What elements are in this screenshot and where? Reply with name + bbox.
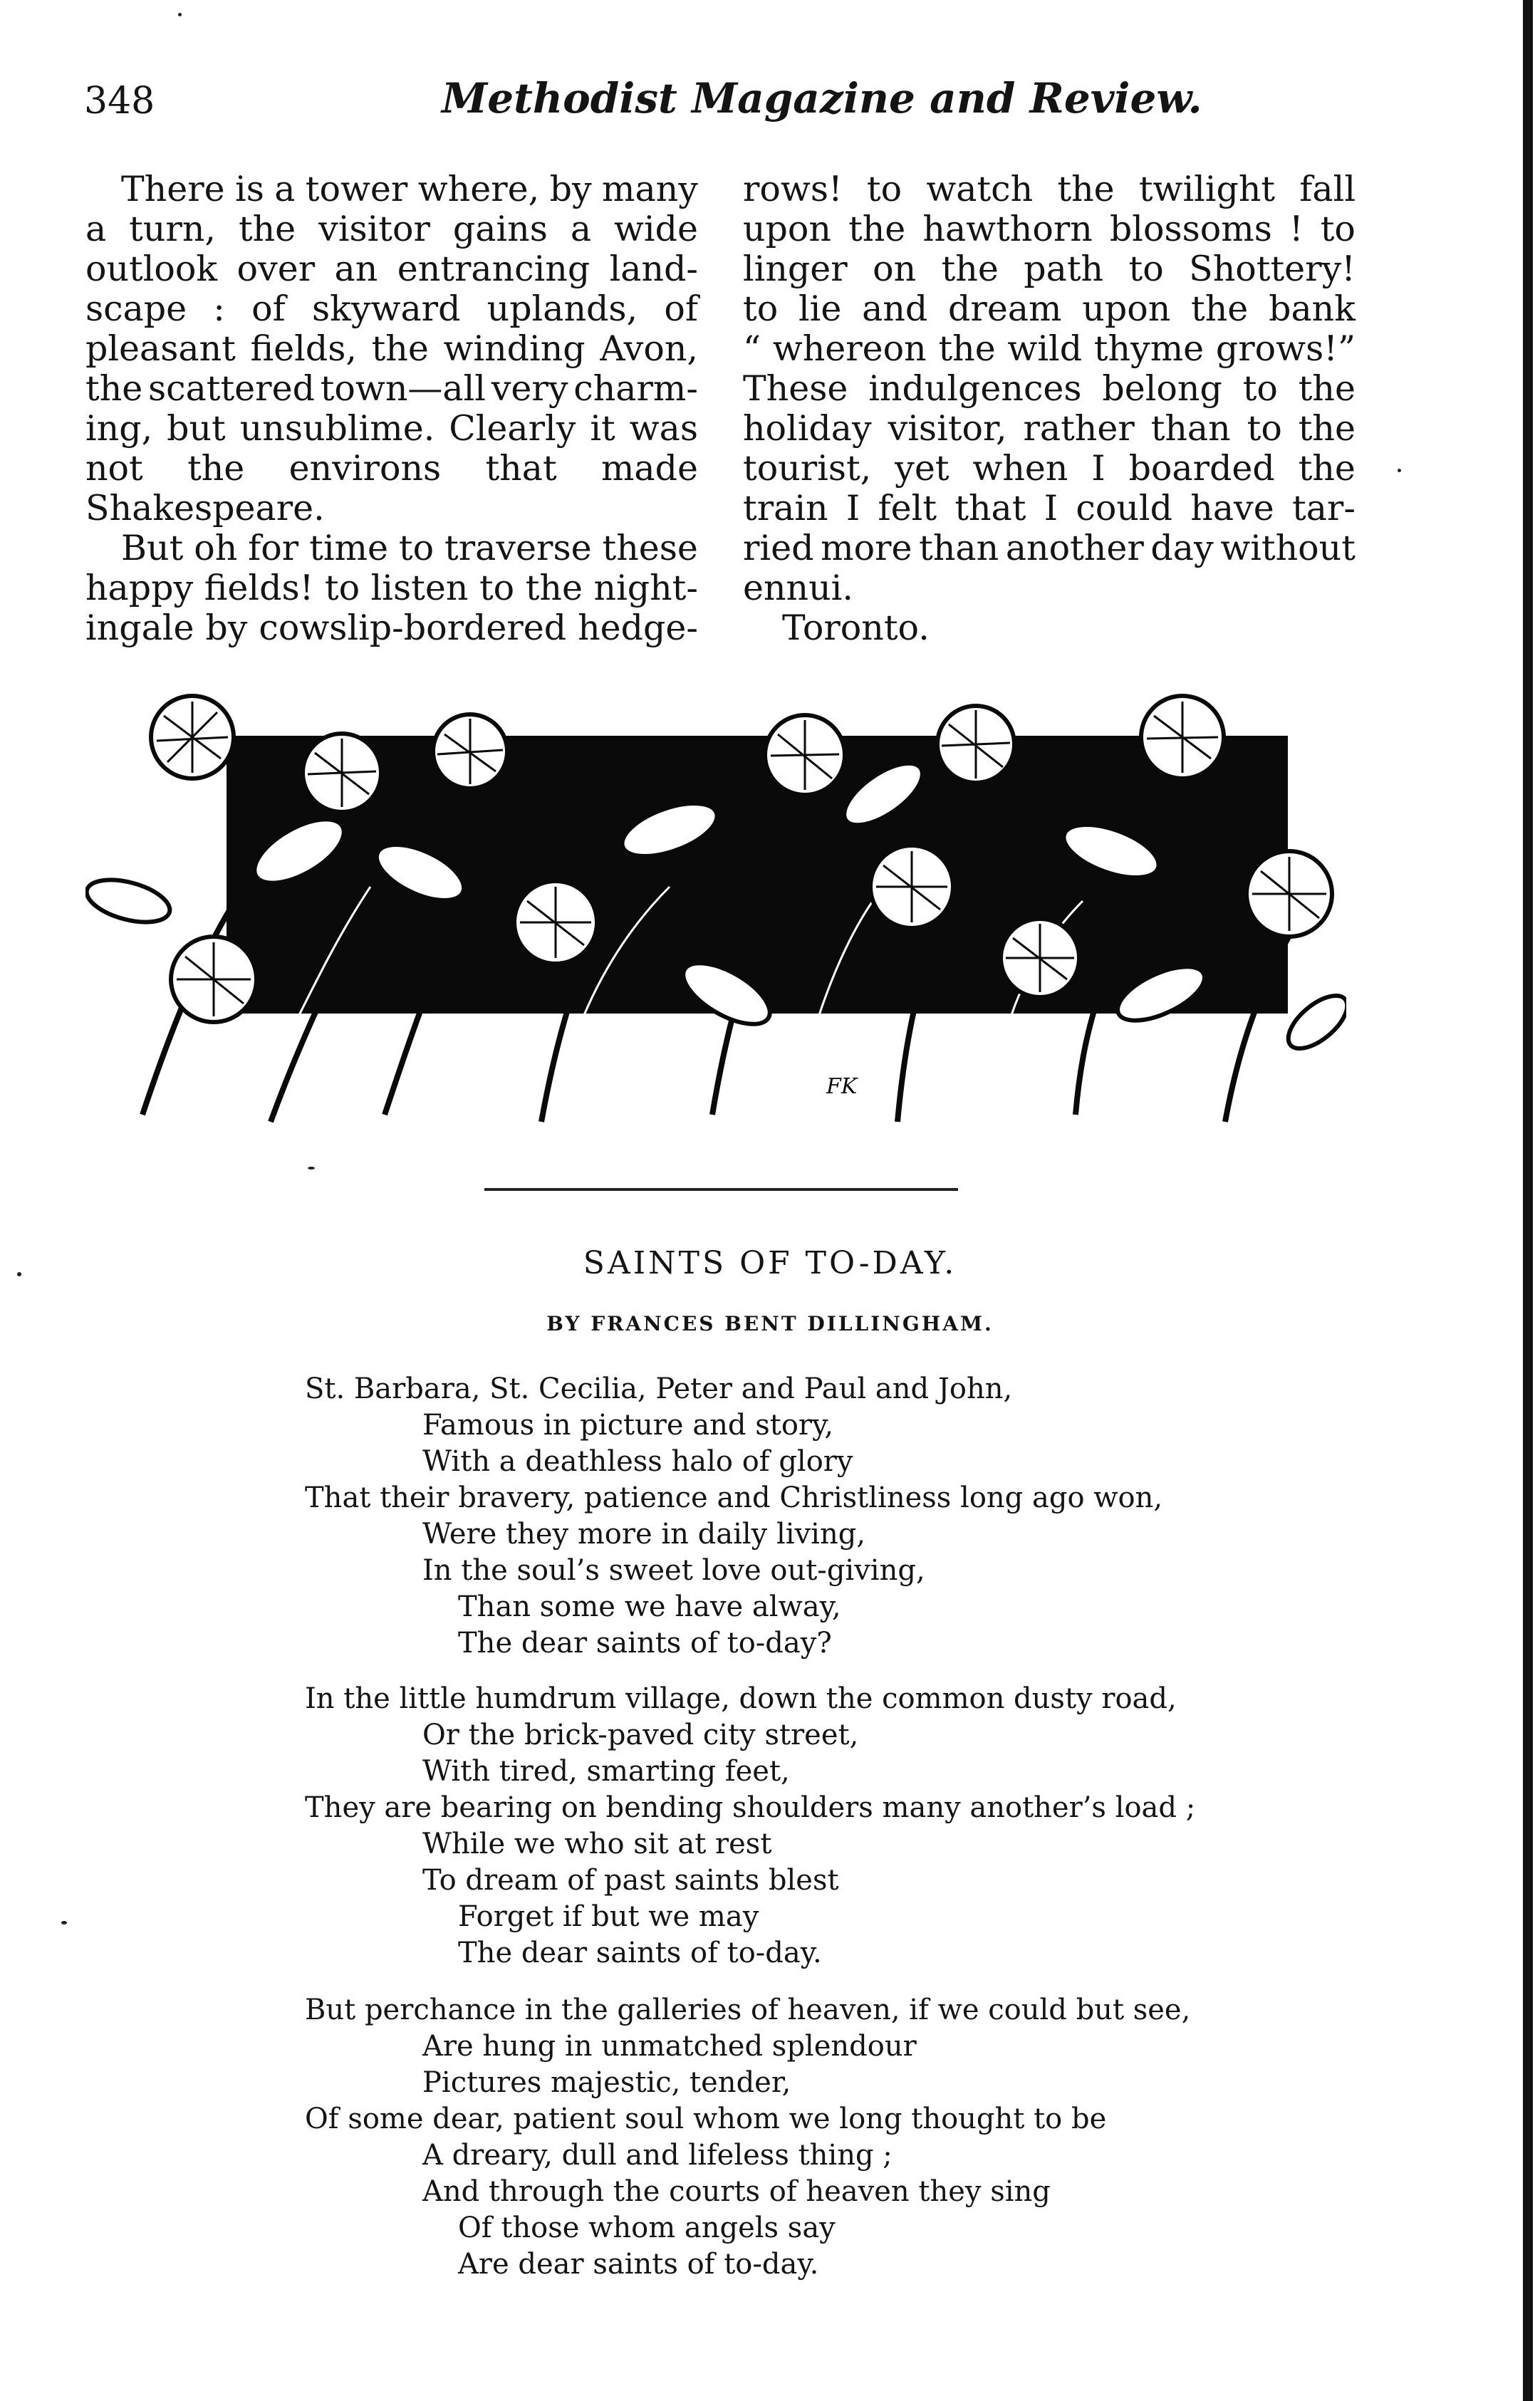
clover-engraving [85,687,1346,1129]
prose-word: tower [305,169,408,209]
prose-line [743,528,1356,568]
prose-word: indulgences [868,368,1082,409]
prose-word: : [213,288,225,329]
prose-word: These [743,368,848,409]
prose-word: the [1057,169,1115,209]
prose-word: an [334,249,378,289]
prose-word: over [236,249,316,289]
prose-word: when [972,448,1068,489]
prose-word: made [600,448,698,489]
prose-word: uplands, [487,288,638,329]
prose-word: to [866,169,902,209]
article-left-column [85,170,698,648]
prose-word: “ [743,328,761,369]
poem-title: SAINTS OF TO-DAY. [583,1245,957,1281]
prose-word: to [398,528,435,568]
poem-byline: BY FRANCES BENT DILLINGHAM. [546,1312,994,1335]
prose-word: of [251,288,286,329]
poem-line: The dear saints of to-day. [458,1937,822,1969]
prose-line [85,449,698,489]
prose-word: land- [609,249,698,289]
prose-line [743,209,1356,249]
prose-word: listen [370,568,469,608]
prose-word: have [1190,488,1274,528]
article-right-column [743,170,1356,648]
prose-word: upon [743,209,831,249]
prose-word: visitor, [888,408,1007,449]
prose-word: outlook [85,249,218,289]
prose-word: very [491,368,568,409]
poem-line: And through the courts of heaven they sing [422,2175,1051,2208]
prose-line [85,489,698,528]
poem-line: Forget if but we may [458,1900,759,1933]
print-speck [61,1921,67,1925]
prose-word: visitor [318,209,430,249]
prose-word: the [187,448,245,489]
prose-word: by [549,169,592,209]
prose-word: rows! [743,169,843,209]
prose-word: to [1320,209,1356,249]
prose-line [85,209,698,249]
prose-word: entrancing [397,249,590,289]
prose-word: where, [417,169,540,209]
prose-word: ingale [85,608,194,648]
prose-word: that [954,488,1026,528]
prose-word: the [525,568,583,608]
prose-word: watch [926,169,1034,209]
prose-word: time [309,528,388,568]
poem-line: While we who sit at rest [422,1828,772,1860]
poem-line: In the soul’s sweet love out-giving, [422,1554,925,1587]
prose-word: to [743,288,779,329]
prose-word: charm- [573,368,698,409]
prose-word: environs [288,448,442,489]
prose-word: night- [593,568,698,608]
poem-line: Are hung in unmatched splendour [422,2030,917,2063]
prose-word: train [743,488,828,528]
prose-line [85,289,698,329]
prose-word: not [85,448,143,489]
prose-word: could [1076,488,1172,528]
prose-word: blossoms [1109,209,1272,249]
poem-line: With tired, smarting feet, [422,1755,790,1788]
prose-word: holiday [743,408,872,449]
prose-word: without [1220,528,1356,568]
prose-line [85,409,698,449]
prose-word: than [1150,408,1231,449]
prose-word: the [238,209,296,249]
prose-word: wild [1007,328,1083,369]
prose-line [743,409,1356,449]
prose-word: whereon [772,328,927,369]
prose-word: I [1091,448,1105,489]
prose-word: Shakespeare. [85,488,325,528]
prose-word: ing, [85,408,153,449]
prose-line [743,289,1356,329]
prose-word: to [1128,249,1164,289]
prose-word: than [919,528,999,568]
prose-word: is [235,169,264,209]
prose-word: unsublime. [239,408,435,449]
prose-line [85,608,698,648]
running-title: Methodist Magazine and Review. [442,74,1202,123]
prose-line [743,369,1356,409]
prose-word: yet [895,448,950,489]
prose-word: Avon, [600,328,698,369]
prose-word: the [848,209,906,249]
prose-word: day [1150,528,1214,568]
prose-word: pleasant [85,328,236,369]
prose-line [743,249,1356,289]
prose-word: fall [1299,169,1356,209]
prose-word: I [846,488,860,528]
prose-word: ried [743,528,814,568]
prose-line [743,608,1356,648]
prose-word: the [85,368,143,409]
prose-word: There [121,169,225,209]
prose-word: felt [878,488,937,528]
prose-word: was [629,408,698,449]
prose-word: linger [743,249,848,289]
prose-word: the [1298,368,1356,409]
poem-line: Or the brick-paved city street, [422,1719,859,1751]
prose-word: upon [1082,288,1171,329]
prose-word: but [167,408,226,449]
poem-line: A dreary, dull and lifeless thing ; [422,2139,893,2172]
prose-word: traverse [444,528,592,568]
prose-word: fields! [204,568,314,608]
poem-line: That their bravery, patience and Christliness long ago won, [305,1481,1163,1514]
prose-line [743,449,1356,489]
section-rule [484,1188,958,1191]
prose-word: cowslip-bordered [259,608,567,648]
prose-word: boarded [1128,448,1275,489]
prose-word: happy [85,568,194,608]
prose-word: the [1298,408,1356,449]
prose-line [743,329,1356,369]
prose-word: lie [798,288,842,329]
prose-word: and [862,288,928,329]
prose-word: these [602,528,698,568]
prose-word: rather [1023,408,1135,449]
prose-word: But [121,528,184,568]
prose-word: twilight [1138,169,1276,209]
poem-line: Of some dear, patient soul whom we long thought to be [305,2103,1107,2135]
poem-line: To dream of past saints blest [422,1864,839,1897]
poem-line: Were they more in daily living, [422,1518,866,1551]
poem-line: St. Barbara, St. Cecilia, Peter and Paul and John, [305,1373,1013,1405]
prose-word: of [664,288,698,329]
prose-word: belong [1102,368,1222,409]
print-speck [178,13,182,16]
poem-line: Famous in picture and story, [422,1409,834,1442]
poem-line: They are bearing on bending shoulders many another’s load ; [305,1791,1196,1824]
prose-word: many [602,169,698,209]
prose-word: the [1298,448,1356,489]
prose-word: fields, [250,328,357,369]
page-number: 348 [84,80,155,123]
poem-line: But perchance in the galleries of heaven, if we could but see, [305,1994,1191,2026]
prose-word: hedge- [578,608,698,648]
poem-stanza-2 [305,1681,1195,1972]
poem-stanza-3 [305,1992,1190,2283]
prose-word: grows!” [1215,328,1356,369]
prose-line [85,528,698,568]
prose-word: tourist, [743,448,872,489]
prose-line [743,568,1356,608]
prose-word: a [85,209,107,249]
prose-word: the [938,328,996,369]
prose-word: ! [1289,209,1304,249]
prose-word: to [324,568,360,608]
prose-word: more [821,528,912,568]
prose-line [743,170,1356,209]
print-speck [1398,469,1401,472]
prose-word: Toronto. [782,608,930,648]
prose-word: wide [613,209,698,249]
prose-line [85,369,698,409]
prose-word: tar- [1292,488,1356,528]
prose-word: dream [948,288,1062,329]
poem-line: Pictures majestic, tender, [422,2066,791,2099]
prose-word: the [1191,288,1249,329]
prose-word: to [479,568,515,608]
prose-word: on [873,249,917,289]
prose-line [85,170,698,209]
prose-line [85,329,698,369]
poem-line: Of those whom angels say [458,2212,836,2244]
prose-line [743,489,1356,528]
prose-line [85,249,698,289]
poem-stanza-1 [305,1371,1162,1662]
prose-word: the [941,249,999,289]
prose-word: a [570,209,592,249]
engraver-monogram: FK [826,1074,858,1099]
prose-word: a [274,169,296,209]
prose-word: to [1247,408,1282,449]
prose-word: it [590,408,615,449]
prose-word: turn, [129,209,216,249]
prose-word: scattered [148,368,315,409]
prose-word: town—all [320,368,486,409]
prose-word: bank [1269,288,1356,329]
poem-line: Than some we have alway, [458,1590,841,1623]
prose-line [85,568,698,608]
poem-line: With a deathless halo of glory [422,1445,853,1478]
poem-line: In the little humdrum village, down the common dusty road, [305,1682,1177,1715]
prose-word: path [1024,249,1104,289]
prose-word: gains [452,209,548,249]
poem-line: The dear saints of to-day? [458,1627,832,1660]
prose-word: for [248,528,299,568]
prose-word: oh [194,528,238,568]
prose-word: ennui. [743,568,853,608]
prose-word: thyme [1093,328,1205,369]
print-speck [308,1167,315,1170]
poem-line: Are dear saints of to-day. [458,2248,819,2281]
prose-word: Shottery! [1189,249,1356,289]
prose-word: winding [443,328,586,369]
prose-word: hawthorn [922,209,1093,249]
prose-word: to [1242,368,1278,409]
prose-word: Clearly [449,408,576,449]
prose-word: the [371,328,429,369]
prose-word: skyward [311,288,461,329]
prose-word: I [1044,488,1058,528]
prose-word: that [485,448,557,489]
prose-word: another [1005,528,1144,568]
prose-word: by [205,608,248,648]
prose-word: scape [85,288,187,329]
page-edge-shadow [1523,0,1533,2401]
